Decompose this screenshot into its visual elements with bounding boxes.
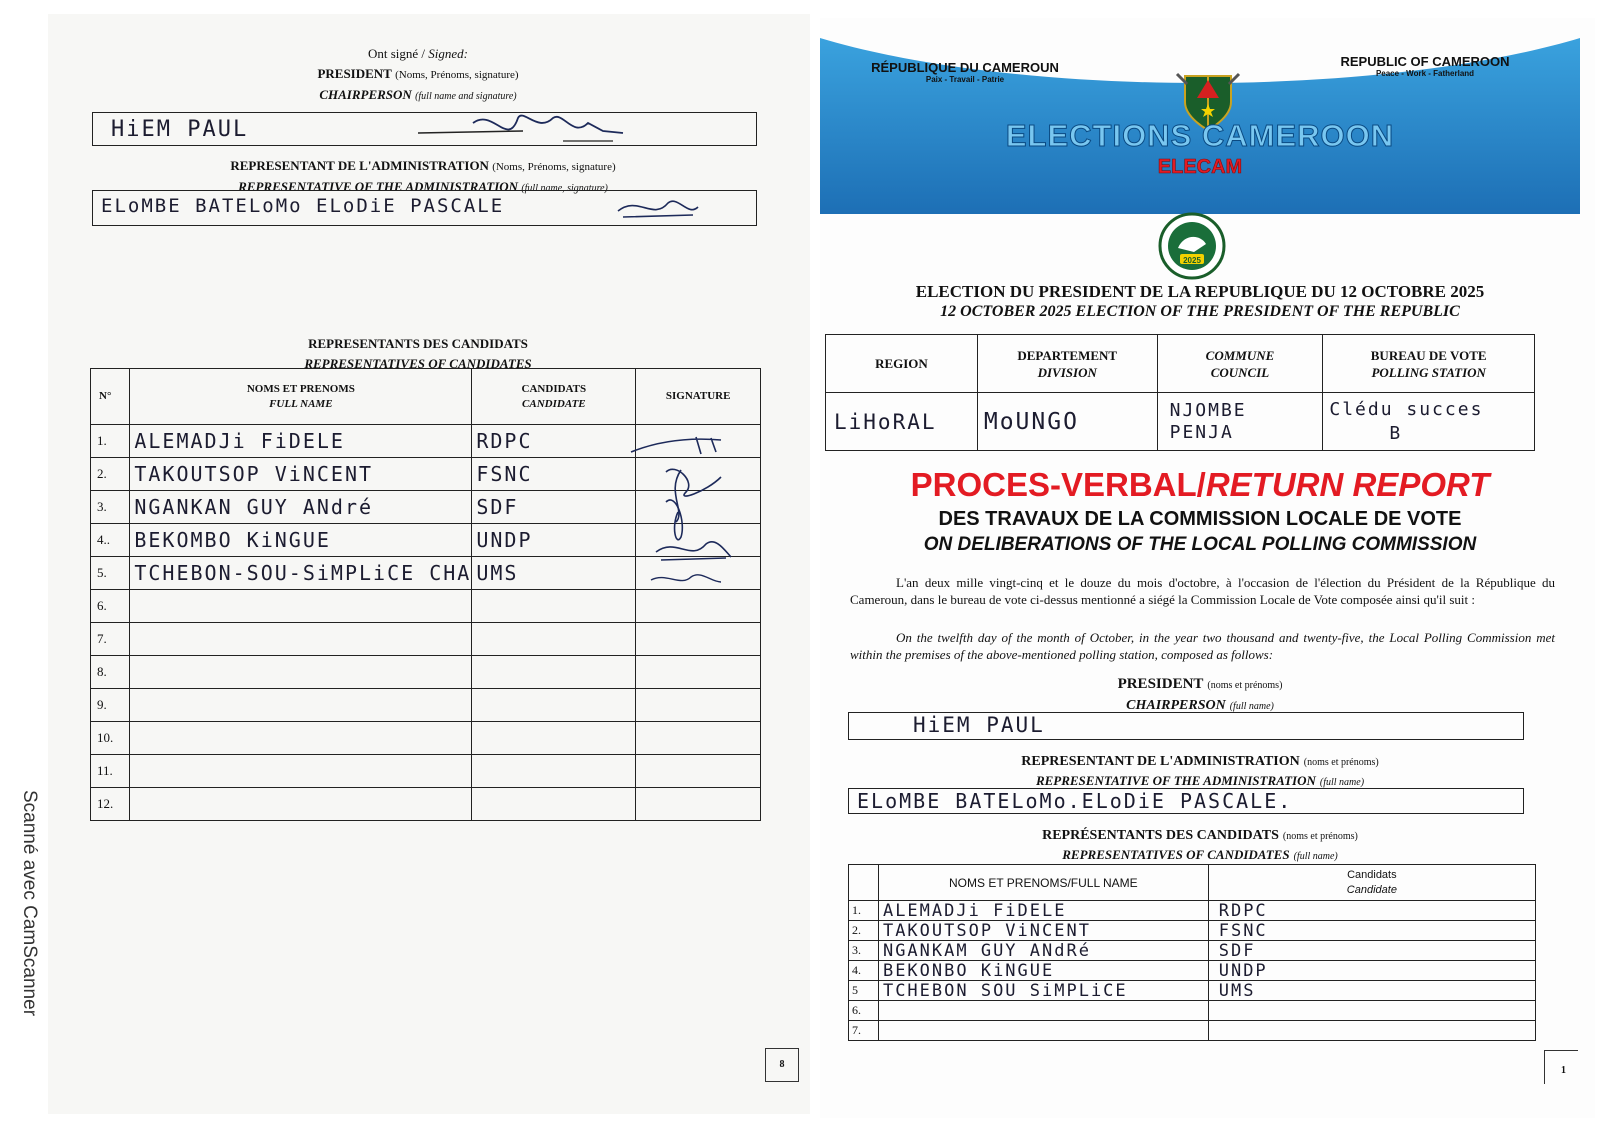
- row-signature[interactable]: [636, 755, 761, 788]
- row-signature[interactable]: [636, 623, 761, 656]
- r-col-cand-en: Candidate: [1346, 884, 1397, 896]
- president-name-handwritten: HiEM PAUL: [111, 117, 249, 142]
- r-col-name: NOMS ET PRENOMS/FULL NAME: [878, 865, 1208, 901]
- president-fr-note: (Noms, Prénoms, signature): [395, 69, 519, 81]
- polling-station-value[interactable]: [1323, 393, 1535, 451]
- r-president-fr-note: (noms et prénoms): [1207, 680, 1283, 691]
- row-number: 9.: [91, 689, 130, 722]
- row-full-name[interactable]: [130, 722, 472, 755]
- republic-fr-block: [850, 60, 1080, 84]
- col-council: [1157, 335, 1323, 393]
- president-signature-box[interactable]: [92, 112, 757, 146]
- row-candidate[interactable]: FSNC: [472, 458, 636, 491]
- r-row-candidate[interactable]: [1208, 1001, 1535, 1021]
- org-acronym: ELECAM: [1157, 156, 1243, 178]
- r-row-full-name[interactable]: [878, 1021, 1208, 1041]
- r-candidates-table: [848, 864, 1536, 1041]
- r-table-row: [849, 1001, 1536, 1021]
- division-value[interactable]: MoUNGO: [977, 393, 1157, 451]
- row-signature[interactable]: [636, 722, 761, 755]
- r-table-row: [849, 1021, 1536, 1041]
- table-row: [91, 689, 761, 722]
- r-admin-en: REPRESENTATIVE OF THE ADMINISTRATION: [1035, 773, 1316, 788]
- org-name: ELECTIONS CAMEROON: [1005, 118, 1395, 153]
- r-table-row: [849, 901, 1536, 921]
- row-full-name[interactable]: [130, 755, 472, 788]
- r-row-candidate[interactable]: RDPC: [1208, 901, 1535, 921]
- republic-en-motto: Peace - Work - Fatherland: [1375, 69, 1475, 78]
- report-title: [820, 466, 1580, 504]
- r-col-cand-fr: Candidats: [1347, 869, 1397, 881]
- r-row-number: 7.: [849, 1021, 879, 1041]
- row-full-name[interactable]: BEKOMBO KiNGUE: [130, 524, 472, 557]
- r-admin-fr: REPRESENTANT DE L'ADMINISTRATION: [1021, 754, 1300, 769]
- row-number: 11.: [91, 755, 130, 788]
- r-row-full-name[interactable]: NGANKAM GUY ANdRé: [878, 941, 1208, 961]
- row-full-name[interactable]: [130, 788, 472, 821]
- candidate-signatures: [626, 432, 736, 602]
- r-row-number: 4.: [849, 961, 879, 981]
- col-candidate: [472, 369, 636, 425]
- r-table-row: [849, 921, 1536, 941]
- admin-fr: REPRESENTANT DE L'ADMINISTRATION: [230, 158, 489, 173]
- row-candidate[interactable]: RDPC: [472, 425, 636, 458]
- col-station-en: POLLING STATION: [1371, 364, 1486, 380]
- r-row-number: 1.: [849, 901, 879, 921]
- report-subtitle-en: ON DELIBERATIONS OF THE LOCAL POLLING COMMISSION: [923, 534, 1477, 555]
- row-number: 4..: [91, 524, 130, 557]
- row-number: 6.: [91, 590, 130, 623]
- signed-heading: [178, 44, 658, 107]
- row-candidate[interactable]: [472, 590, 636, 623]
- row-candidate[interactable]: [472, 755, 636, 788]
- info-value-row: [826, 393, 1535, 451]
- r-row-candidate[interactable]: SDF: [1208, 941, 1535, 961]
- r-cand-header-row: [849, 865, 1536, 901]
- col-cand-fr: CANDIDATS: [521, 382, 587, 395]
- report-title-fr: PROCES-VERBAL/: [910, 466, 1206, 503]
- r-row-candidate[interactable]: [1208, 1021, 1535, 1041]
- col-division: [977, 335, 1157, 393]
- chairperson-en-note: (full name and signature): [415, 91, 517, 102]
- reps-en: REPRESENTATIVES OF CANDIDATES: [304, 356, 532, 371]
- elecam-2025-logo-icon: [1158, 212, 1226, 280]
- row-full-name[interactable]: TAKOUTSOP ViNCENT: [130, 458, 472, 491]
- row-candidate[interactable]: [472, 689, 636, 722]
- r-row-number: 3.: [849, 941, 879, 961]
- admin-en-note: (full name, signature): [521, 183, 608, 194]
- col-division-fr: DEPARTEMENT: [1017, 347, 1118, 363]
- left-page: [48, 14, 810, 1114]
- r-admin-box[interactable]: [848, 788, 1524, 814]
- council-value-1: NJOMBE: [1169, 399, 1247, 421]
- report-subtitle-fr: DES TRAVAUX DE LA COMMISSION LOCALE DE VOTE: [938, 508, 1462, 530]
- col-region: REGION: [826, 335, 978, 393]
- row-candidate[interactable]: [472, 623, 636, 656]
- col-name: [130, 369, 472, 425]
- camscanner-watermark: [16, 790, 46, 1090]
- r-reps-heading: [820, 826, 1580, 866]
- table-row: [91, 788, 761, 821]
- republic-fr-motto: Paix - Travail - Patrie: [925, 75, 1005, 84]
- r-row-full-name[interactable]: ALEMADJi FiDELE: [878, 901, 1208, 921]
- row-candidate[interactable]: [472, 788, 636, 821]
- row-candidate[interactable]: SDF: [472, 491, 636, 524]
- polling-info-table: [825, 334, 1535, 451]
- table-row: [91, 755, 761, 788]
- row-full-name[interactable]: ALEMADJi FiDELE: [130, 425, 472, 458]
- republic-en-block: [1310, 54, 1540, 78]
- r-row-full-name[interactable]: BEKONBO KiNGUE: [878, 961, 1208, 981]
- republic-en: REPUBLIC OF CAMEROON: [1340, 54, 1510, 69]
- r-row-number: 5: [849, 981, 879, 1001]
- admin-signature: [613, 193, 703, 223]
- r-reps-fr: REPRÉSENTANTS DES CANDIDATS: [1042, 828, 1279, 843]
- chairperson-en: CHAIRPERSON: [319, 87, 412, 102]
- table-row: [91, 722, 761, 755]
- intro-paragraph-en: On the twelfth day of the month of October, in the year two thousand and twenty-five, the Local Polling Commission met within the premises of the above-mentioned polling station, composed as follows:: [850, 630, 1555, 662]
- table-row: [91, 623, 761, 656]
- row-full-name[interactable]: [130, 590, 472, 623]
- info-header-row: [826, 335, 1535, 393]
- row-candidate[interactable]: [472, 722, 636, 755]
- election-title-en: 12 OCTOBER 2025 ELECTION OF THE PRESIDENT OF THE REPUBLIC: [940, 303, 1460, 320]
- col-council-en: COUNCIL: [1210, 364, 1270, 380]
- col-signature: SIGNATURE: [636, 369, 761, 425]
- row-full-name[interactable]: [130, 623, 472, 656]
- president-signature: [413, 103, 643, 153]
- station-value-1: Clédu succes: [1329, 398, 1484, 420]
- signed-en: Signed:: [428, 46, 469, 61]
- r-row-candidate[interactable]: UNDP: [1208, 961, 1535, 981]
- row-number: 10.: [91, 722, 130, 755]
- r-admin-name: ELoMBE BATELoMo.ELoDiE PASCALE.: [857, 789, 1293, 813]
- r-row-number: 2.: [849, 921, 879, 941]
- president-fr: PRESIDENT: [317, 66, 392, 81]
- intro-paragraph-fr: L'an deux mille vingt-cinq et le douze du mois d'octobre, à l'occasion de l'élection du Président de la République du Cameroun, dans le bureau de vote ci-dessus mentionné a siégé la Commission Locale de Vote composée ainsi qu'il suit :: [850, 575, 1555, 607]
- row-number: 5.: [91, 557, 130, 590]
- r-reps-fr-note: (noms et prénoms): [1282, 831, 1358, 842]
- r-admin-heading: [820, 752, 1580, 792]
- r-chairperson-en: CHAIRPERSON: [1126, 698, 1226, 713]
- row-candidate[interactable]: [472, 656, 636, 689]
- council-value[interactable]: [1157, 393, 1323, 451]
- r-president-box[interactable]: [848, 712, 1524, 740]
- r-table-row: [849, 981, 1536, 1001]
- r-president-fr: PRESIDENT: [1117, 676, 1204, 692]
- camscanner-text: Scanné avec CamScanner: [19, 790, 40, 1017]
- admin-fr-note: (Noms, Prénoms, signature): [492, 161, 616, 173]
- right-page: [820, 18, 1595, 1118]
- col-polling-station: [1323, 335, 1535, 393]
- col-num: N°: [91, 369, 130, 425]
- col-station-fr: BUREAU DE VOTE: [1370, 347, 1487, 363]
- admin-en: REPRESENTATIVE OF THE ADMINISTRATION: [238, 179, 519, 194]
- table-row: [91, 656, 761, 689]
- col-division-en: DIVISION: [1037, 364, 1097, 380]
- r-reps-en-note: (full name): [1293, 851, 1338, 862]
- r-president-name: HiEM PAUL: [913, 713, 1045, 737]
- admin-name-handwritten: ELoMBE BATELoMo ELoDiE PASCALE: [101, 195, 505, 217]
- row-number: 3.: [91, 491, 130, 524]
- row-full-name[interactable]: [130, 689, 472, 722]
- col-name-en: FULL NAME: [269, 397, 333, 410]
- r-table-row: [849, 941, 1536, 961]
- row-full-name[interactable]: [130, 656, 472, 689]
- signed-fr: Ont signé /: [367, 46, 426, 61]
- r-row-full-name[interactable]: TCHEBON SOU SiMPLiCE: [878, 981, 1208, 1001]
- r-admin-en-note: (full name): [1319, 777, 1365, 788]
- col-name-fr: NOMS ET PRENOMS: [246, 382, 355, 395]
- r-row-number: 6.: [849, 1001, 879, 1021]
- row-signature[interactable]: [636, 788, 761, 821]
- r-col-num: [849, 865, 879, 901]
- r-chairperson-en-note: (full name): [1229, 701, 1274, 712]
- logo-year: 2025: [1183, 256, 1201, 265]
- region-value[interactable]: LiHoRAL: [826, 393, 978, 451]
- r-reps-en: REPRESENTATIVES OF CANDIDATES: [1062, 847, 1290, 862]
- r-row-candidate[interactable]: FSNC: [1208, 921, 1535, 941]
- admin-signature-box[interactable]: [92, 190, 757, 226]
- row-number: 12.: [91, 788, 130, 821]
- r-table-row: [849, 961, 1536, 981]
- table-header-row: [91, 369, 761, 425]
- president-heading: [820, 674, 1580, 716]
- row-full-name[interactable]: TCHEBON-SOU-SiMPLiCE CHA: [130, 557, 472, 590]
- row-signature[interactable]: [636, 656, 761, 689]
- row-number: 8.: [91, 656, 130, 689]
- r-row-full-name[interactable]: TAKOUTSOP ViNCENT: [878, 921, 1208, 941]
- reps-fr: REPRESENTANTS DES CANDIDATS: [308, 336, 528, 351]
- r-row-candidate[interactable]: UMS: [1208, 981, 1535, 1001]
- row-full-name[interactable]: NGANKAN GUY ANdré: [130, 491, 472, 524]
- station-value-2: B: [1389, 422, 1403, 444]
- col-council-fr: COMMUNE: [1205, 347, 1275, 363]
- r-col-candidate: [1208, 865, 1535, 901]
- report-title-en: RETURN REPORT: [1205, 466, 1490, 503]
- right-page-number: 1: [1544, 1050, 1578, 1084]
- row-number: 1.: [91, 425, 130, 458]
- republic-fr: RÉPUBLIQUE DU CAMEROUN: [871, 60, 1059, 75]
- council-value-2: PENJA: [1169, 421, 1234, 443]
- row-candidate[interactable]: UMS: [472, 557, 636, 590]
- election-title-fr: ELECTION DU PRESIDENT DE LA REPUBLIQUE DU 12 OCTOBRE 2025: [915, 282, 1485, 301]
- col-cand-en: CANDIDATE: [522, 397, 586, 410]
- left-page-number: 8: [765, 1048, 799, 1082]
- row-number: 2.: [91, 458, 130, 491]
- r-row-full-name[interactable]: [878, 1001, 1208, 1021]
- r-admin-fr-note: (noms et prénoms): [1303, 757, 1379, 768]
- row-candidate[interactable]: UNDP: [472, 524, 636, 557]
- row-signature[interactable]: [636, 689, 761, 722]
- row-number: 7.: [91, 623, 130, 656]
